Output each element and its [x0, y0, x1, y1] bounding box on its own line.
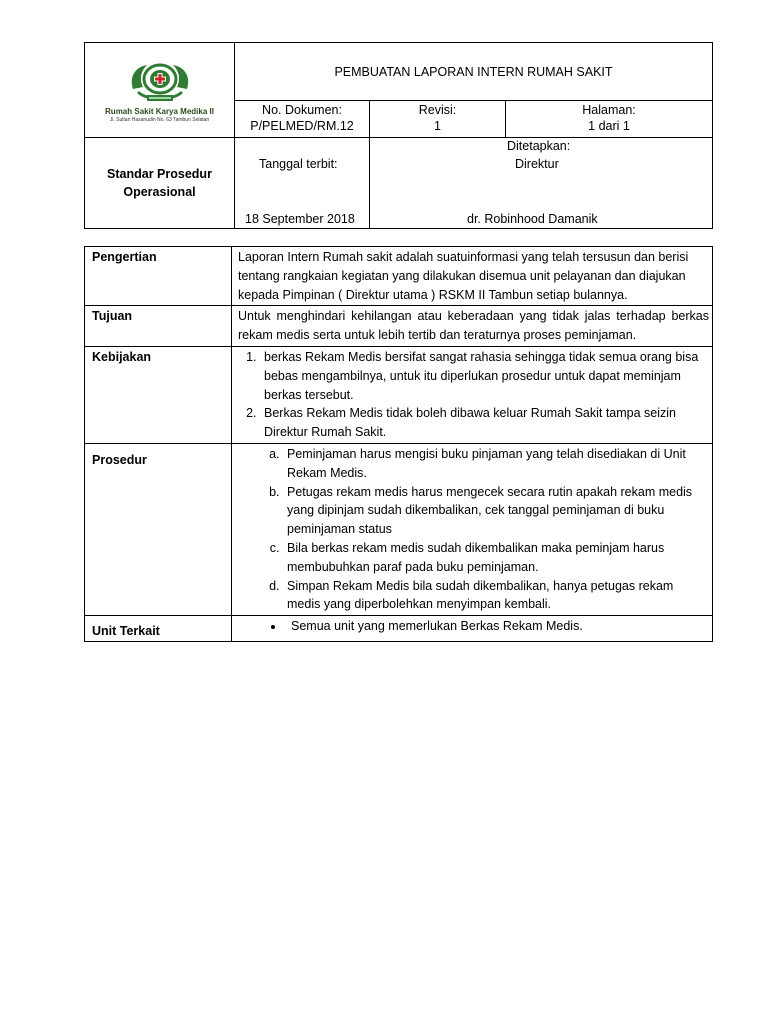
hospital-logo-cell [85, 43, 235, 138]
page-value: 1 dari 1 [588, 119, 630, 133]
section-label-unit-terkait: Unit Terkait [85, 616, 232, 642]
prosedur-list [238, 445, 709, 614]
list-item: 1. berkas Rekam Medis bersifat sangat rahasia sehingga tidak semua orang bisa bebas mengambilnya, untuk itu diperlukan prosedur untuk dapat meminjam berkas tersebut. [260, 348, 709, 404]
doc-number-label: No. Dokumen: [262, 103, 342, 117]
list-item: c. Bila berkas rekam medis sudah dikembalikan maka peminjam harus membubuhkan paraf pada buku peminjaman. [283, 539, 709, 577]
revision-value: 1 [434, 119, 441, 133]
unit-terkait-list [238, 617, 709, 636]
section-list-unit-terkait [232, 616, 713, 642]
section-row-unit-terkait [85, 616, 713, 642]
section-row-pengertian [85, 247, 713, 306]
doc-number-value: P/PELMED/RM.12 [250, 119, 354, 133]
established-label: Ditetapkan: [507, 139, 571, 153]
list-item: b. Petugas rekam medis harus mengecek secara rutin apakah rekam medis yang dipinjam sudah dikembalikan, cek tanggal peminjaman di buku peminjaman status [283, 483, 709, 539]
sop-title-line1: Standar Prosedur [107, 167, 212, 181]
signatory-name: dr. Robinhood Damanik [467, 212, 598, 226]
revision-cell [370, 101, 506, 138]
list-item: 2. Berkas Rekam Medis tidak boleh dibawa keluar Rumah Sakit tampa seizin Direktur Rumah Sakit. [260, 404, 709, 442]
issue-date-label: Tanggal terbit: [259, 157, 338, 171]
section-text-tujuan: Untuk menghindari kehilangan atau keberadaan yang tidak jalas terhadap berkas rekam medis serta untuk lebih tertib dan teraturnya proses peminjaman. [232, 306, 713, 347]
established-by: Direktur [515, 157, 559, 171]
section-row-kebijakan [85, 346, 713, 443]
sop-title-line2: Operasional [123, 185, 196, 199]
sop-content-table [84, 246, 713, 642]
hospital-name: Rumah Sakit Karya Medika II [105, 106, 214, 116]
doc-number-cell [235, 101, 370, 138]
list-item: • Semua unit yang memerlukan Berkas Rekam Medis. [285, 617, 709, 636]
page-label: Halaman: [582, 103, 636, 117]
section-label-tujuan: Tujuan [85, 306, 232, 347]
section-list-kebijakan [232, 346, 713, 443]
section-text-pengertian: Laporan Intern Rumah sakit adalah suatuinformasi yang telah tersusun dan berisi tentang rangkaian kegiatan yang dilakukan disemua unit pelayanan dan diajukan kepada Pimpinan ( Direktur utama ) RSKM II Tambun setiap bulannya. [232, 247, 713, 306]
section-list-prosedur [232, 443, 713, 615]
list-item: a. Peminjaman harus mengisi buku pinjaman yang telah disediakan di Unit Rekam Medis. [283, 445, 709, 483]
section-row-prosedur [85, 443, 713, 615]
section-row-tujuan [85, 306, 713, 347]
section-label-kebijakan: Kebijakan [85, 346, 232, 443]
page-cell [506, 101, 713, 138]
section-label-prosedur: Prosedur [85, 443, 232, 615]
document-title: PEMBUATAN LAPORAN INTERN RUMAH SAKIT [235, 43, 713, 101]
hospital-address: Jl. Sultan Hasanudin No. 63 Tambun Selatan [109, 116, 210, 123]
revision-label: Revisi: [418, 103, 457, 117]
established-cell [370, 138, 713, 229]
list-item: d. Simpan Rekam Medis bila sudah dikembalikan, hanya petugas rekam medis yang diperbolehkan menyimpan kembali. [283, 577, 709, 615]
hospital-cross-emblem-icon [127, 59, 193, 105]
sop-header-table [84, 42, 713, 229]
sop-title-cell [85, 138, 235, 229]
issue-date-cell [235, 138, 370, 229]
issue-date-value: 18 September 2018 [245, 212, 355, 226]
section-label-pengertian: Pengertian [85, 247, 232, 306]
kebijakan-list [238, 348, 709, 442]
